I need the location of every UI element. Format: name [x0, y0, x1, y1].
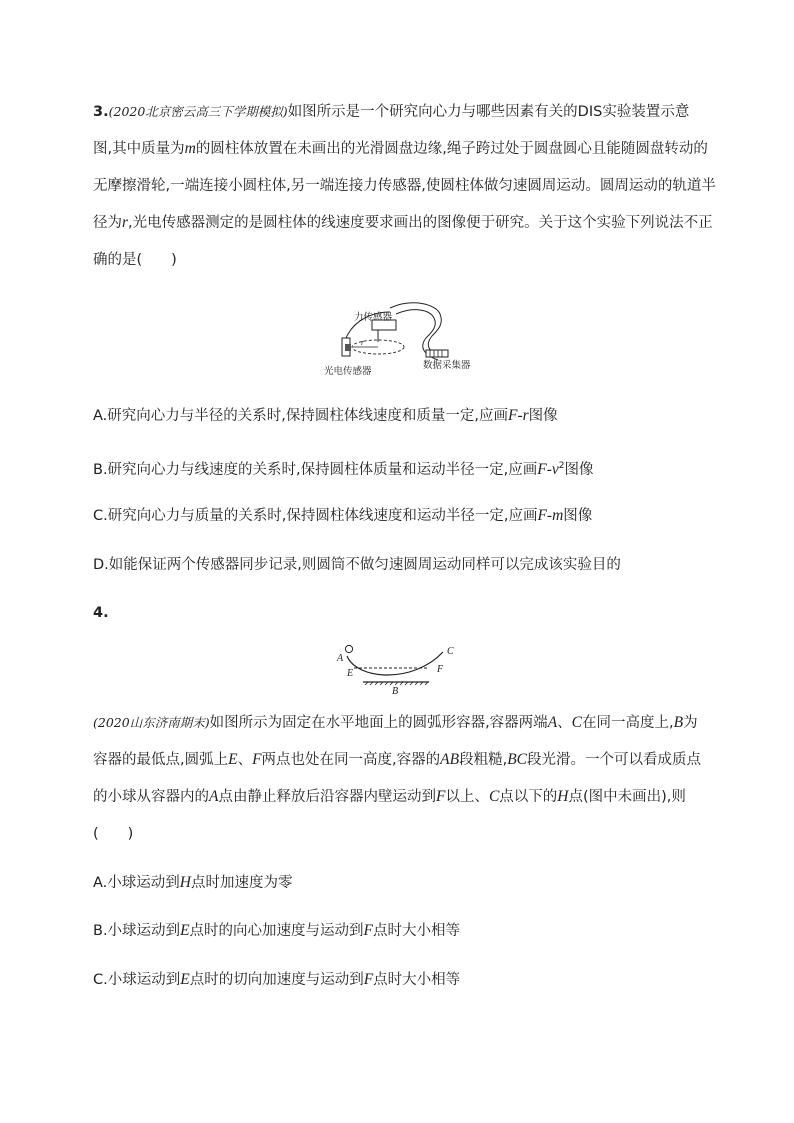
- q3-stem-line-1: [93, 101, 705, 123]
- q3-source: (2020北京密云高三下学期模拟): [108, 104, 288, 119]
- q4-ball: [345, 645, 352, 652]
- q4-stem-text-1a: 如图所示为固定在水平地面上的圆弧形容器,容器两端: [209, 715, 548, 731]
- q3-stem-text-4b: ,光电传感器测定的是圆柱体的线速度要求画出的图像便于研究。关于这个实验下列说法不正: [128, 215, 713, 231]
- q4-option-b-f: F: [363, 922, 373, 939]
- q4-label-b: B: [392, 686, 399, 696]
- q4-option-b-tail: 点时大小相等: [373, 923, 460, 939]
- q4-option-b[interactable]: [93, 920, 705, 942]
- q3-stem-line-5: [93, 249, 705, 271]
- q4-symbol-c-1: C: [571, 714, 582, 731]
- q3-option-a-var: F-r: [508, 407, 529, 424]
- q4-symbol-b-1: B: [673, 714, 684, 731]
- q3-stem-line-2: [93, 138, 708, 160]
- q4-option-c-e: E: [180, 971, 190, 988]
- q4-stem-text-2c: 段粗糙,: [459, 752, 508, 768]
- q3-label-radius: r: [361, 338, 365, 347]
- q4-symbol-f-2: F: [435, 788, 446, 805]
- q3-stem-text-3: 无摩擦滑轮,一端连接小圆柱体,另一端连接力传感器,使圆柱体做匀速圆周运动。圆周运动的轨道半: [93, 178, 716, 194]
- q4-symbol-e-1: E: [228, 751, 238, 768]
- q3-stem-line-4: [93, 212, 713, 234]
- q3-option-b-var: F-v: [537, 460, 559, 478]
- q4-option-c-mid: 点时的切向加速度与运动到: [189, 972, 364, 988]
- q4-option-a-h: H: [179, 874, 191, 891]
- q4-option-c[interactable]: [93, 969, 705, 991]
- q3-option-a-text: A.研究向心力与半径的关系时,保持圆柱体线速度和质量一定,应画: [93, 408, 508, 424]
- q4-source: (2020山东济南期末): [93, 715, 210, 730]
- q3-stem-text-1: 如图所示是一个研究向心力与哪些因素有关的DIS实验装置示意: [287, 104, 690, 120]
- q4-symbol-h-1: H: [557, 788, 569, 805]
- q3-option-d-text: D.如能保证两个传感器同步记录,则圆筒不做匀速圆周运动同样可以完成该实验目的: [93, 557, 621, 573]
- q4-stem-text-3b: 点由静止释放后沿容器内壁运动到: [218, 789, 436, 805]
- q3-option-c[interactable]: [93, 505, 705, 527]
- q3-mass-symbol: m: [184, 140, 196, 157]
- q3-number: 3.: [93, 104, 109, 120]
- q3-option-c-tail: 图像: [563, 508, 593, 524]
- q4-symbol-ab: AB: [440, 751, 460, 768]
- q3-label-data-collector: 数据采集器: [423, 360, 471, 371]
- q4-option-b-text: B.小球运动到: [93, 923, 181, 939]
- q3-option-d[interactable]: [93, 554, 705, 576]
- q3-data-collector-box: [426, 350, 448, 357]
- q3-cylinder: [345, 344, 351, 351]
- q4-label-f: F: [437, 664, 444, 675]
- q3-stem-text-2b: 的圆柱体放置在未画出的光滑圆盘边缘,绳子跨过处于圆盘圆心且能随圆盘转动的: [195, 141, 708, 157]
- q4-arc-container: [347, 652, 443, 675]
- q4-symbol-f-1: F: [252, 751, 262, 768]
- q4-symbol-c-2: C: [488, 788, 500, 805]
- q3-option-a[interactable]: [93, 405, 705, 427]
- q4-option-b-e: E: [180, 922, 190, 939]
- q4-option-c-f: F: [363, 971, 374, 988]
- q4-option-a[interactable]: [93, 872, 705, 894]
- q4-symbol-bc: BC: [507, 751, 528, 768]
- q4-stem-text-2d: 段光滑。一个可以看成质点: [527, 752, 702, 768]
- q4-stem-line-2: [93, 749, 705, 771]
- q4-stem-text-1b: 在同一高度上,: [582, 715, 674, 731]
- q4-container-figure: [333, 640, 463, 696]
- q4-label-a: A: [337, 653, 344, 664]
- q4-stem-text-1c: 为: [683, 715, 698, 731]
- q3-stem-line-3: [93, 175, 716, 197]
- q4-stem-text-3d: 点以下的: [499, 789, 558, 805]
- q4-option-b-mid: 点时的向心加速度与运动到: [189, 923, 364, 939]
- q4-sep-1: 、: [557, 715, 572, 731]
- q4-stem-text-2b: 两点也处在同一高度,容器的: [261, 752, 441, 768]
- q4-option-a-tail: 点时加速度为零: [190, 875, 293, 891]
- q3-option-b-tail: 图像: [564, 461, 594, 478]
- q4-label-c: C: [447, 646, 454, 657]
- q3-stem-text-5: 确的是( ): [93, 252, 177, 268]
- q4-label-e: E: [347, 668, 354, 679]
- q4-stem-line-4: [93, 823, 705, 845]
- q4-stem-text-3a: 的小球从容器内的: [93, 789, 209, 805]
- q3-option-c-text: C.研究向心力与质量的关系时,保持圆柱体线速度和运动半径一定,应画: [93, 508, 538, 524]
- q4-stem-line-3: [93, 786, 705, 808]
- q3-option-b[interactable]: [93, 455, 705, 481]
- q4-stem-text-3e: 点(图中未画出),则: [568, 789, 686, 805]
- q4-stem-text-2a: 容器的最低点,圆弧上: [93, 752, 229, 768]
- q3-stem-text-4a: 径为: [93, 215, 122, 231]
- q4-option-a-text: A.小球运动到: [93, 875, 180, 891]
- q3-option-b-text: B.研究向心力与线速度的关系时,保持圆柱体质量和运动半径一定,应画: [93, 461, 538, 478]
- q4-option-c-tail: 点时大小相等: [373, 972, 461, 988]
- q4-stem-text-3c: 以上、: [445, 789, 489, 805]
- q3-label-photo-sensor: 光电传感器: [324, 366, 372, 376]
- q3-radius-symbol: r: [122, 214, 129, 231]
- q4-number: 4.: [93, 605, 109, 621]
- q3-label-force-sensor: 力传感器: [354, 312, 393, 323]
- q4-stem-line-1: [93, 712, 705, 734]
- q4-sep-2: 、: [237, 752, 253, 768]
- q4-symbol-a-2: A: [209, 788, 219, 805]
- q3-option-a-tail: 图像: [528, 408, 558, 424]
- q4-number-line: [93, 602, 705, 624]
- q3-apparatus-figure: [320, 298, 490, 376]
- q3-option-c-var: F-m: [537, 507, 564, 524]
- q3-stem-text-2a: 图,其中质量为: [93, 141, 185, 157]
- q4-symbol-a-1: A: [547, 714, 558, 731]
- q3-option-b-superscript: 2: [558, 461, 565, 471]
- q4-option-c-text: C.小球运动到: [93, 972, 181, 988]
- q4-stem-text-4: ( ): [93, 826, 134, 842]
